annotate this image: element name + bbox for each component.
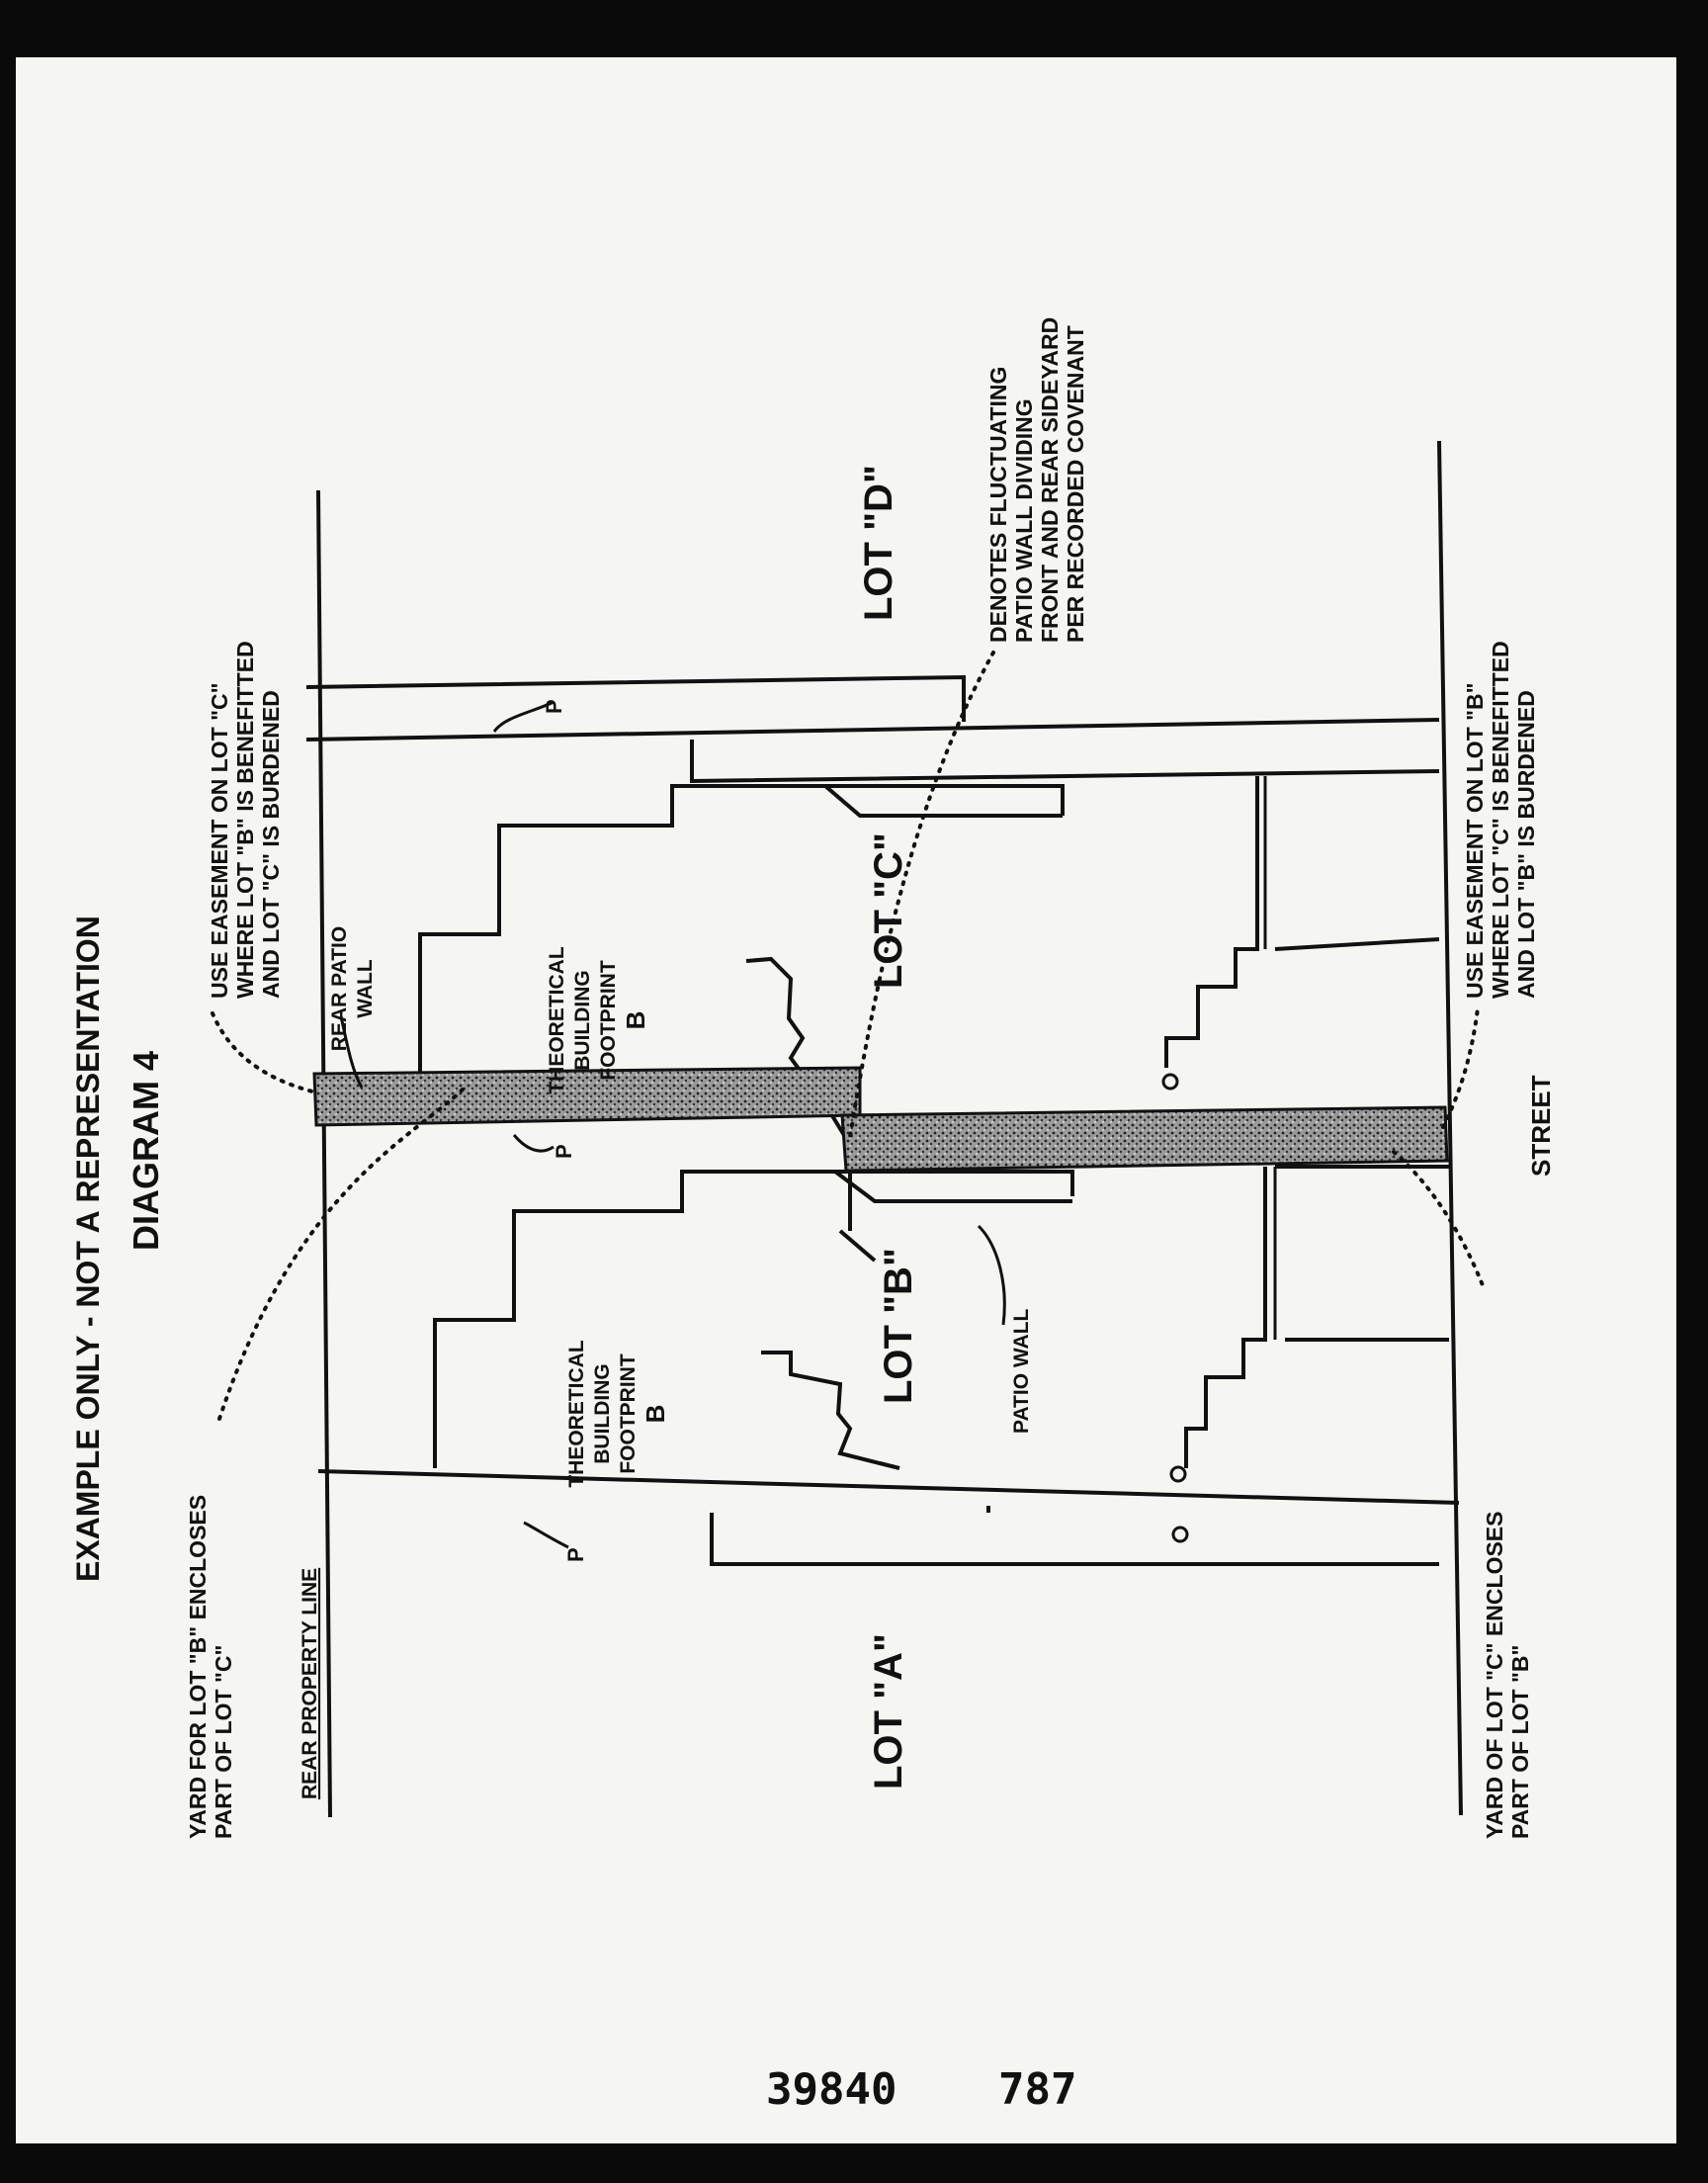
leader-yard-c (1394, 1152, 1483, 1285)
lot-a-outline (712, 1513, 1439, 1564)
rear-patio-wall-label-2: WALL (354, 959, 377, 1018)
footprint-b-line-3: FOOTPRINT (617, 1353, 640, 1474)
divider-lot-c-d (306, 720, 1439, 740)
easement-c-note-line-1: USE EASEMENT ON LOT "C" (207, 682, 232, 999)
easement-b-note-line-2: WHERE LOT "C" IS BENEFITTED (1488, 641, 1513, 999)
lot-d-outline (306, 677, 964, 722)
fluctuating-note-line-3: FRONT AND REAR SIDEYARD (1037, 316, 1063, 643)
footprint-b-line-2: BUILDING (591, 1363, 614, 1464)
lot-c-label: LOT "C" (867, 832, 910, 989)
frame-number-2: 787 (998, 2064, 1077, 2115)
footprint-b-front-steps (1186, 1167, 1265, 1468)
diagram-title: DIAGRAM 4 (126, 1050, 166, 1251)
yard-c-note-line-1: YARD OF LOT "C" ENCLOSES (1482, 1511, 1507, 1839)
p-marker-1: P (542, 699, 566, 714)
yard-b-note-line-1: YARD FOR LOT "B" ENCLOSES (185, 1494, 211, 1839)
footprint-c-notch (825, 786, 1063, 816)
rear-property-line-label: REAR PROPERTY LINE (299, 1567, 321, 1799)
lot-c-front-yard-line (1275, 939, 1439, 949)
footprint-b-line-4: B (640, 1404, 670, 1424)
yard-b-note-line-2: PART OF LOT "C" (211, 1644, 236, 1839)
patio-wall-label: PATIO WALL (1010, 1308, 1033, 1434)
fluctuating-note-line-4: PER RECORDED COVENANT (1063, 325, 1088, 643)
rear-patio-wall-label-1: REAR PATIO (328, 925, 351, 1052)
footprint-b-notch (835, 1172, 1072, 1201)
easement-b-note-line-3: AND LOT "B" IS BURDENED (1513, 690, 1539, 999)
footprint-b-line-1: THEORETICAL (565, 1340, 588, 1488)
p-marker-2: P (552, 1144, 576, 1159)
footprint-c-line-2: BUILDING (571, 970, 594, 1071)
street-label: STREET (1526, 1075, 1556, 1177)
fluctuating-note-line-1: DENOTES FLUCTUATING (985, 366, 1011, 643)
footprint-c-outline (420, 786, 1063, 1073)
leader-patio-wall (979, 1226, 1004, 1325)
easement-rear-strip (314, 1068, 860, 1125)
p-marker-3: P (563, 1547, 588, 1562)
footprint-c-line-3: FOOTPRINT (597, 960, 620, 1081)
footprint-c-line-1: THEORETICAL (546, 946, 568, 1094)
easement-front-strip (842, 1107, 1447, 1171)
easement-b-note-line-1: USE EASEMENT ON LOT "B" (1462, 682, 1488, 999)
lot-c-front-step (692, 740, 1439, 781)
fluctuating-note-line-2: PATIO WALL DIVIDING (1011, 398, 1037, 643)
leader-yard-b (219, 1088, 465, 1419)
header-text: EXAMPLE ONLY - NOT A REPRESENTATION (70, 916, 106, 1582)
patio-wall-connector (840, 1231, 875, 1261)
footprint-c-front-steps (1166, 776, 1257, 1068)
easement-c-note-line-3: AND LOT "C" IS BURDENED (258, 690, 284, 999)
easement-c-note-line-2: WHERE LOT "B" IS BENEFITTED (232, 641, 258, 999)
frame-number-1: 39840 (766, 2064, 897, 2115)
yard-c-note-line-2: PART OF LOT "B" (1507, 1644, 1533, 1839)
leader-easement-c (213, 1013, 316, 1092)
footprint-c-line-4: B (621, 1010, 650, 1030)
lot-d-label: LOT "D" (857, 465, 900, 621)
lot-a-label: LOT "A" (867, 1633, 910, 1790)
lot-b-label: LOT "B" (877, 1248, 920, 1404)
divider-lot-a-b (318, 1471, 1459, 1503)
footprint-b-outline (435, 1172, 1072, 1468)
